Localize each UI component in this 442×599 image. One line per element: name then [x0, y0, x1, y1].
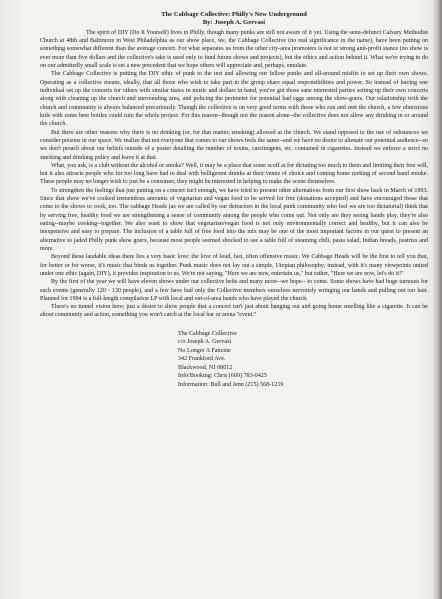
paragraph: The spirit of DIY (Do It Yourself) lives in Philly, though many punks are still not aware of it yet. Using the semi-defunct Calvary Methodist Church at 48th and Baltimore in West Philadelphia as our show place, we, the Cabbage Collective (no real significance in the name), have been putting on something somewhat different than the average concert. For what separates us from the other city-area promoters is not or strong anti-profit stance (no show is ever more than five dollars and the collective's take is used only to fund future shows and projects), but the ethics and action behind it. What we're trying to do on our admittedly small scale is set a new precedent that we hope others will appreciate and, perhaps, emulate.: [40, 29, 428, 70]
paragraph: But there are other reasons why there is no drinking (or, for that matter, smoking) allowed at the church. We stand opposed to the use of substances we consider poisons in our space. We realize that not everyone that comes to our shows feels the same--and we have no desire to alienate our potential audience--so we don't preach about our beliefs outside of a poster detailing the number of toxins, carcinogens, etc. contained in cigarettes. Instead we enforce a strict no smoking and drinking policy and leave it at that.: [40, 129, 428, 161]
contact-line: The Cabbage Collective: [178, 330, 237, 337]
contact-line: Blackwood, NJ 08012: [178, 364, 233, 371]
contact-line: 342 Frankford Ave.: [178, 356, 226, 363]
article-title: The Cabbage Collective: Philly's New Underground: [161, 11, 307, 18]
article: [40, 11, 428, 390]
article-byline: By: Joseph A. Gervasi: [202, 19, 266, 27]
article-body: [40, 29, 428, 320]
contact-block: [178, 330, 428, 390]
paragraph: By the first of the year we will have eleven shows under our collective belts and many more--we hope-- to come. Some shows have had huge turnouts for such events (generally 120 - 130 people), and a few have had only the Collective members ourselves nervously wringing our hands and pulling out our hair. Planned for 1994 is a full-length compilation LP with local and out-of-area bands who have played the church.: [40, 279, 428, 302]
paragraph: Beyond these laudable ideas there lies a very basic love: the love of loud, fast, often offensive music. We Cabbage Heads will be the first to tell you that, for better or for worse, it's music that binds us together. Punk music does not lay out a simple, Utopian philosophy; instead, with it's many viewpoints united under one ethic (again, DIY), it provides inspiration to us. We're not saying, "Here we are now, entertain us," but rather, "Here we are now, let's do it!": [40, 254, 428, 277]
contact-line: No Longer A Fanzine: [178, 347, 231, 354]
paragraph: There's no tunnel vision here; just a desire to show people that a concert isn't just about hanging out and going home smelling like a cigarette. It can be about community and action, something you won't catch at the local bar or arena "event.": [40, 304, 428, 319]
page-edge-shadow: [432, 0, 442, 599]
contact-line: Info/Booking: Chris (609) 783-0425: [178, 373, 267, 380]
paragraph: To strengthen the feelings that just putting on a concert isn't enough, we have tried to present other alternatives from our first show back in March of 1993. Since that show we've cooked tremendous amounts of vegetarian and vegan food to be served for free (donations accepted) and have encouraged those that come to the shows to cook, too. The cabbage Heads (as we are called by our detractors in the local punk community who feel we are too dictatorial) think that by serving free, healthy food we are strengthening a sense of community among the people who come out. Not only are they seeing bands play, they're also eating--maybe cooking--together. We also want to show that vegetarian/vegan food is not only environmentally correct and healthy, but it can also be inexpensive and easy to prepare. The inclusion of a table full of free food into the mix may be one of the most important factors in our quest to present an alternative to jaded Philly punk show goers, because most people seemed shocked to see a table full of steaming chili, pasta salad, Indian breads, pastries and more.: [40, 187, 428, 252]
contact-line: c/o Joseph A. Gervasi: [178, 339, 232, 346]
contact-line: Information: Bull and Jenn (215) 568-1219: [178, 382, 284, 389]
paragraph: What, you ask, is a club without the alcohol or smoke? Well, it may be a place that some scoff at for dictating too much to them and limiting their free will, but it also attracts people who for too long have had to deal with belligerent drunks at their venue of choice and coming home reeking of second hand smoke. These people may no longer wish to just be a consumer, they might be interested in helping to make the scene themselves.: [40, 162, 428, 186]
paragraph: The Cabbage Collective is putting the DIY ethic of punk to the test and allowing our fellow punks and all-around misfits to set up their own shows. Operating as a collective means, ideally, that all those who wish to take part in the group share equal responsibilities and power. So instead of having one individual set up the concerts for others with similar tastes in music and dollars in hand, you've got those sane interested parties setting up their own concerts along with cleaning up the church and surrounding area, and policing the perimeter for potential bad eggs among the show-goers. Our relationship with the church and community is always balanced precariously. Though the collective is on very good terms with those who run and rent the church, a few obnoxious kids with some beer bottles could ruin the whole project. For this reason--though not the reason alone--the collective does not allow any drinking in or around the church.: [40, 71, 428, 128]
